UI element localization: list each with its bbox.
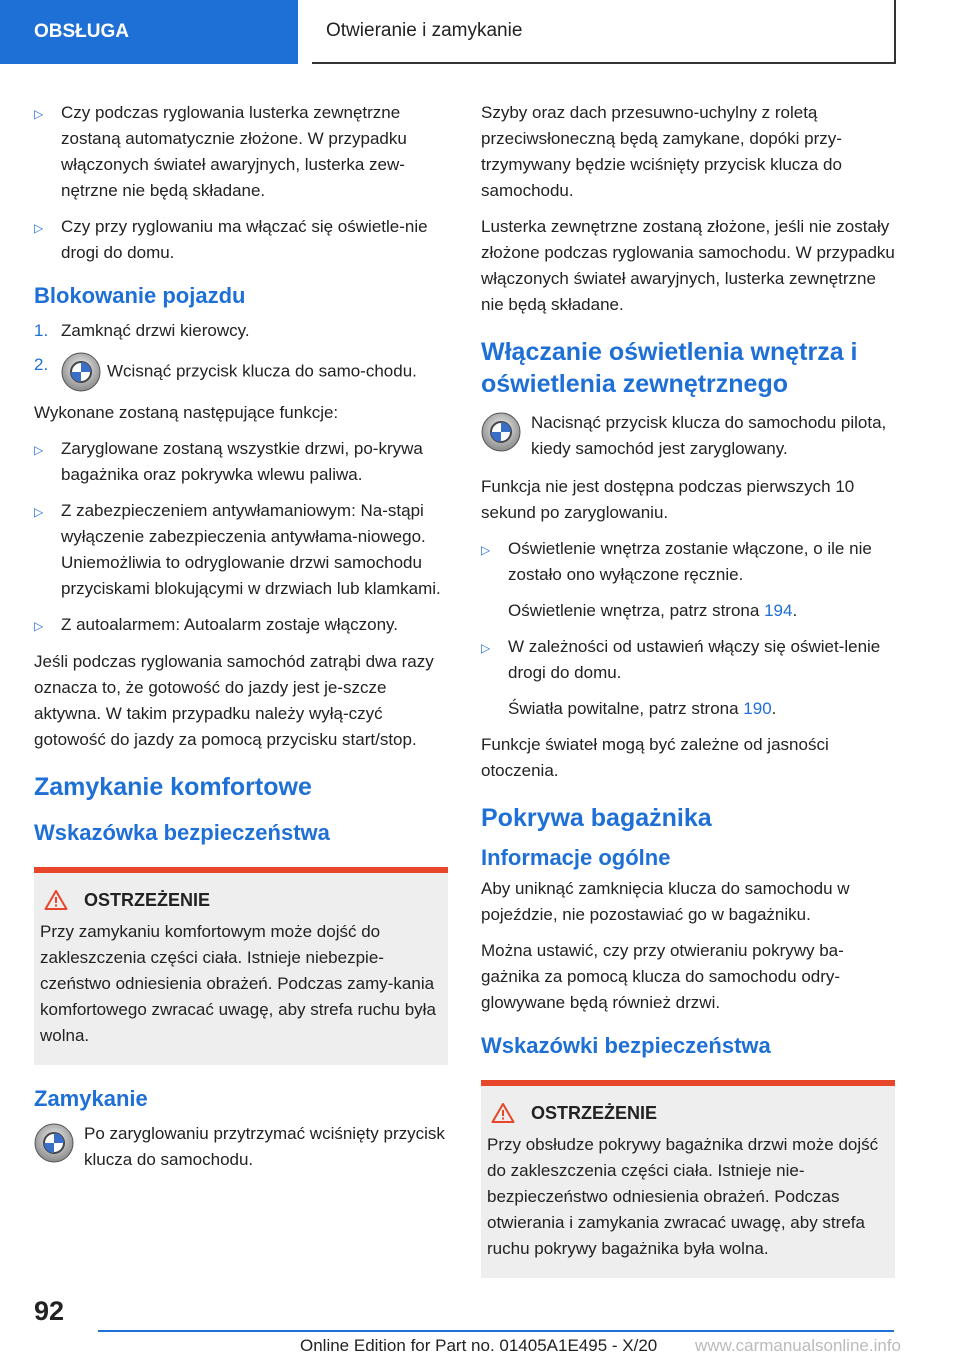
step-item: 1. Zamknąć drzwi kierowcy. <box>34 321 250 340</box>
paragraph: Funkcja nie jest dostępna podczas pierwszych 10 sekund po zaryglowaniu. <box>481 477 855 522</box>
footer-divider <box>98 1330 894 1332</box>
paragraph: Jeśli podczas ryglowania samochód zatrąbi dwa razy oznacza to, że gotowość do jazdy jest je-szcze aktywna. W takim przypadku należy wyłą-czyć gotowość do jazdy za pomocą przycisku start/stop. <box>34 652 434 749</box>
heading-wskazowki: Wskazówki bezpieczeństwa <box>481 1033 771 1058</box>
step-item: 2. Wcisnąć przycisk klucza do samo-chodu. <box>34 352 448 392</box>
list-item: ▷ W zależności od ustawień włączy się oświet-lenie drogi do domu. <box>481 634 895 686</box>
heading-wskazowka: Wskazówka bezpieczeństwa <box>34 820 330 845</box>
page-header <box>0 0 960 66</box>
warning-triangle-icon <box>44 889 68 911</box>
list-item: ▷ Oświetlenie wnętrza zostanie włączone, o ile nie zostało ono wyłączone ręcznie. <box>481 536 895 588</box>
warning-text: Przy obsłudze pokrywy bagażnika drzwi może dojść do zakleszczenia części ciała. Istnieje nie-bezpieczeństwo odniesienia obrażeń. Podczas otwierania i zamykania zwracać uwagę, aby strefa ruchu pokrywy bagażnika była wolna. <box>487 1135 879 1258</box>
page-link-194[interactable]: 194 <box>764 601 793 620</box>
list-item: ▷ Z autoalarmem: Autoalarm zostaje włączony. <box>34 612 448 639</box>
cross-reference: Oświetlenie wnętrza, patrz strona 194. <box>508 601 798 620</box>
warning-title: OSTRZEŻENIE <box>84 890 211 910</box>
heading-pokrywa: Pokrywa bagażnika <box>481 804 712 832</box>
heading-zamykanie: Zamykanie <box>34 1086 148 1111</box>
page-number: 92 <box>34 1296 65 1326</box>
paragraph: Lusterka zewnętrzne zostaną złożone, jeśli nie zostały złożone podczas ryglowania samochodu. W przypadku włączonych świateł awaryjnych, lusterka zewnętrzne nie będą składane. <box>481 217 895 314</box>
key-lock-button-icon <box>481 412 521 452</box>
list-item: ▷ Z zabezpieczeniem antywłamaniowym: Na-stąpi wyłączenie zabezpieczenia antywłama-niowego. Uniemożliwia to odryglowanie drzwi samochodu przyciskami blokującymi w drzwiach lub klamkami. <box>34 498 448 602</box>
functions-intro: Wykonane zostaną następujące funkcje: <box>34 403 339 422</box>
key-lock-button-icon <box>61 352 101 392</box>
triangle-bullet-icon: ▷ <box>481 543 491 557</box>
edition-text: Online Edition for Part no. 01405A1E495 - X/20 <box>300 1336 658 1355</box>
list-item: ▷ Czy przy ryglowaniu ma włączać się oświetle-nie drogi do domu. <box>34 214 448 266</box>
chapter-title: Otwieranie i zamykanie <box>312 0 896 64</box>
triangle-bullet-icon: ▷ <box>34 221 44 235</box>
watermark: www.carmanualsonline.info <box>695 1336 901 1355</box>
right-column <box>481 100 895 1298</box>
list-item: ▷ Zaryglowane zostaną wszystkie drzwi, po-krywa bagażnika oraz pokrywka wlewu paliwa. <box>34 436 448 488</box>
left-column <box>34 100 448 1185</box>
heading-informacje: Informacje ogólne <box>481 845 671 870</box>
triangle-bullet-icon: ▷ <box>481 641 491 655</box>
list-item: ▷ Czy podczas ryglowania lusterka zewnętrzne zostaną automatycznie złożone. W przypadku włączonych świateł awaryjnych, lusterka zew-nętrzne nie będą składane. <box>34 100 448 204</box>
warning-text: Przy zamykaniu komfortowym może dojść do zakleszczenia części ciała. Istnieje niebezpie-czeństwo odniesienia obrażeń. Podczas zamy-kania komfortowego zwracać uwagę, aby strefa ruchu była wolna. <box>40 922 436 1045</box>
triangle-bullet-icon: ▷ <box>34 505 44 519</box>
triangle-bullet-icon: ▷ <box>34 619 44 633</box>
warning-box <box>34 867 448 1065</box>
heading-blokowanie: Blokowanie pojazdu <box>34 283 246 308</box>
paragraph: Aby uniknąć zamknięcia klucza do samochodu w pojeździe, nie pozostawiać go w bagażniku. <box>481 879 850 924</box>
paragraph: Szyby oraz dach przesuwno-uchylny z roletą przeciwsłoneczną będą zamykane, dopóki przy-trzymywany będzie wciśnięty przycisk klucza do samochodu. <box>481 103 842 200</box>
paragraph: Można ustawić, czy przy otwieraniu pokrywy ba-gażnika za pomocą klucza do samochodu odry-glowywane będą również drzwi. <box>481 941 844 1012</box>
triangle-bullet-icon: ▷ <box>34 107 44 121</box>
heading-zamykanie-komfortowe: Zamykanie komfortowe <box>34 773 312 801</box>
page-link-190[interactable]: 190 <box>743 699 772 718</box>
key-lock-button-icon <box>34 1123 74 1163</box>
key-instruction: Nacisnąć przycisk klucza do samochodu pilota, kiedy samochód jest zaryglowany. <box>481 410 895 462</box>
cross-reference: Światła powitalne, patrz strona 190. <box>508 699 777 718</box>
warning-box <box>481 1080 895 1278</box>
warning-title: OSTRZEŻENIE <box>531 1103 658 1123</box>
warning-triangle-icon <box>491 1102 515 1124</box>
section-tab: OBSŁUGA <box>0 0 298 64</box>
heading-wlaczanie-oswietlenia: Włączanie oświetlenia wnętrza i oświetlenia zewnętrznego <box>481 338 858 398</box>
key-instruction: Po zaryglowaniu przytrzymać wciśnięty przycisk klucza do samochodu. <box>34 1121 448 1173</box>
triangle-bullet-icon: ▷ <box>34 443 44 457</box>
paragraph: Funkcje świateł mogą być zależne od jasności otoczenia. <box>481 735 829 780</box>
